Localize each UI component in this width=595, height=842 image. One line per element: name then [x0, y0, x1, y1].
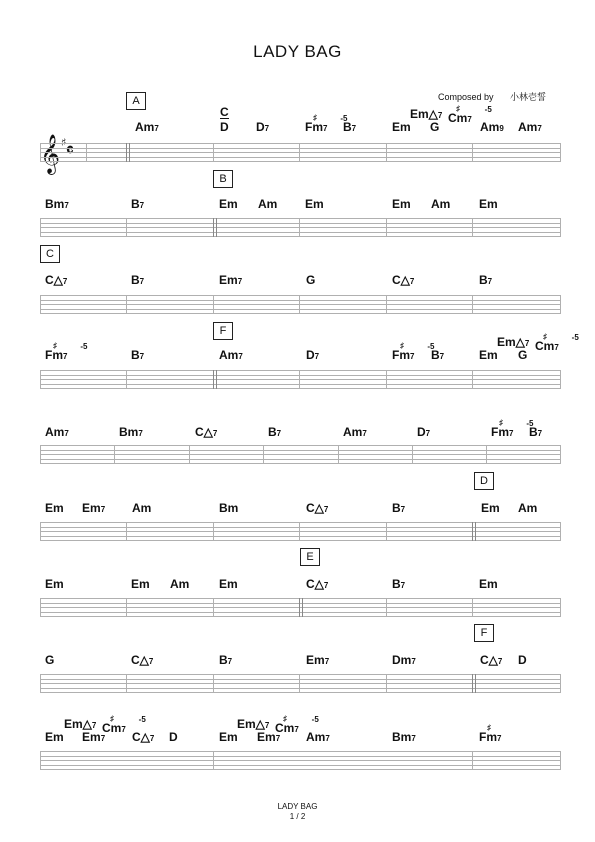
chord-symbol: Em: [45, 577, 64, 591]
staff-line: [40, 756, 560, 757]
chord-symbol: Em7: [306, 653, 330, 667]
chord-symbol: Em: [305, 197, 324, 211]
chord-symbol: B7: [219, 653, 233, 667]
barline: [213, 751, 214, 770]
barline: [126, 522, 127, 541]
chord-symbol: Em: [479, 348, 498, 362]
barline: [472, 751, 473, 770]
staff-line: [40, 388, 560, 389]
staff-line: [40, 454, 560, 455]
barline: [560, 674, 561, 693]
staff-line: [40, 227, 560, 228]
staff-line: [40, 536, 560, 537]
chord-symbol: F ♯ m7 -5: [392, 341, 435, 362]
chord-symbol: F ♯ m7: [479, 723, 502, 744]
chord-symbol: Dm7: [392, 653, 416, 667]
chord-symbol: B7: [131, 273, 145, 287]
chord-symbol: C△7: [480, 653, 503, 667]
rehearsal-mark: B: [213, 170, 233, 188]
barline: [126, 370, 127, 389]
chord-symbol: B7: [131, 348, 145, 362]
barline: [386, 674, 387, 693]
chord-symbol: C△7: [306, 501, 329, 515]
barline: [338, 445, 339, 464]
staff-row: [40, 370, 560, 389]
common-time-icon: 𝄴: [66, 141, 74, 161]
staff-line: [40, 760, 560, 761]
staff-line: [40, 143, 560, 144]
barline: [560, 445, 561, 464]
rehearsal-mark: C: [40, 245, 60, 263]
barline: [40, 445, 41, 464]
chord-symbol: Am: [170, 577, 190, 591]
barline: [213, 143, 214, 162]
chord-symbol: Am: [431, 197, 451, 211]
staff-line: [40, 370, 560, 371]
chord-symbol: G: [306, 273, 316, 287]
chord-symbol: Bm7: [45, 197, 69, 211]
barline: [299, 295, 300, 314]
staff-line: [40, 688, 560, 689]
chord-symbol: C ♯ m7 -5: [102, 714, 146, 735]
chord-symbol: Bm7: [119, 425, 143, 439]
staff-row: [40, 143, 560, 162]
staff-line: [40, 522, 560, 523]
chord-symbol: B7: [431, 348, 445, 362]
staff-line: [40, 236, 560, 237]
chord-symbol: B7: [529, 425, 543, 439]
barline: [40, 522, 41, 541]
chord-symbol: D: [518, 653, 527, 667]
chord-symbol: Am7: [45, 425, 69, 439]
double-barline: [213, 370, 217, 389]
chord-symbol: D7: [306, 348, 320, 362]
chord-symbol: Am9: [480, 120, 504, 134]
chord-symbol: Em7: [82, 730, 106, 744]
barline: [263, 445, 264, 464]
staff-row: [40, 218, 560, 237]
chord-symbol: D7: [256, 120, 270, 134]
chord-symbol: C△7: [131, 653, 154, 667]
chord-symbol: Em△7: [410, 107, 443, 121]
chord-symbol: C△7: [392, 273, 415, 287]
barline: [126, 218, 127, 237]
chord-symbol: Am7: [518, 120, 542, 134]
barline: [299, 370, 300, 389]
staff-row: [40, 295, 560, 314]
staff-line: [40, 300, 560, 301]
barline: [560, 751, 561, 770]
chord-symbol: F ♯ m7 -5: [491, 418, 534, 439]
chord-symbol: C△7: [132, 730, 155, 744]
chord-symbol: Em: [392, 120, 411, 134]
staff-line: [40, 527, 560, 528]
barline: [40, 751, 41, 770]
barline: [126, 295, 127, 314]
chord-symbol: F ♯ m7 -5: [305, 113, 348, 134]
footer-page-number: 1 / 2: [289, 812, 306, 821]
chord-symbol: Am7: [343, 425, 367, 439]
chord-symbol: Em7: [257, 730, 281, 744]
staff-line: [40, 148, 560, 149]
staff-line: [40, 295, 560, 296]
barline: [472, 370, 473, 389]
staff-line: [40, 375, 560, 376]
staff-line: [40, 540, 560, 541]
staff-line: [40, 769, 560, 770]
rehearsal-mark: E: [300, 548, 320, 566]
chord-symbol: Em: [392, 197, 411, 211]
barline: [412, 445, 413, 464]
barline: [299, 674, 300, 693]
chord-symbol: Am7: [306, 730, 330, 744]
staff-line: [40, 692, 560, 693]
chord-symbol: Am: [132, 501, 152, 515]
barline: [386, 143, 387, 162]
staff-line: [40, 384, 560, 385]
chord-symbol: Em: [45, 501, 64, 515]
chord-symbol: G: [518, 348, 528, 362]
chord-symbol: B7: [131, 197, 145, 211]
chord-symbol: F ♯ m7 -5: [45, 341, 88, 362]
chord-symbol: Am: [258, 197, 278, 211]
double-barline: [213, 218, 217, 237]
barline: [299, 522, 300, 541]
composer-credit: [438, 90, 546, 103]
barline: [213, 522, 214, 541]
staff-line: [40, 152, 560, 153]
staff-line: [40, 157, 560, 158]
staff-line: [40, 679, 560, 680]
barline: [213, 295, 214, 314]
barline: [40, 598, 41, 617]
barline: [86, 143, 87, 162]
rehearsal-mark: F: [474, 624, 494, 642]
chord-symbol: C ♯ m7 -5: [535, 332, 579, 353]
staff-line: [40, 309, 560, 310]
composer-label: Composed by: [438, 92, 494, 102]
barline: [386, 522, 387, 541]
chord-symbol: Am7: [135, 120, 159, 134]
chord-symbol: Em: [219, 577, 238, 591]
composer-name: 小林壱誓: [510, 92, 547, 102]
chord-symbol: Am: [518, 501, 538, 515]
rehearsal-mark: A: [126, 92, 146, 110]
staff-line: [40, 765, 560, 766]
chord-symbol: Em△7: [497, 335, 530, 349]
staff-line: [40, 445, 560, 446]
staff-line: [40, 223, 560, 224]
chord-symbol: Em△7: [64, 717, 97, 731]
barline: [560, 295, 561, 314]
chord-symbol: Em: [479, 577, 498, 591]
barline: [126, 598, 127, 617]
treble-clef-icon: 𝄞: [40, 134, 61, 174]
barline: [213, 674, 214, 693]
footer-title: LADY BAG: [277, 802, 318, 811]
barline: [472, 143, 473, 162]
chord-symbol: C ♯ m7 -5: [448, 104, 492, 125]
chord-symbol: Em: [45, 730, 64, 744]
barline: [560, 370, 561, 389]
chord-symbol: B7: [392, 577, 406, 591]
chord-symbol: C△7: [45, 273, 68, 287]
chord-symbol: Em: [219, 197, 238, 211]
double-barline: [472, 522, 476, 541]
score-title: LADY BAG: [253, 42, 342, 61]
barline: [40, 295, 41, 314]
staff-line: [40, 683, 560, 684]
chord-symbol: Em7: [219, 273, 243, 287]
barline: [472, 218, 473, 237]
barline: [560, 522, 561, 541]
chord-symbol: Bm7: [392, 730, 416, 744]
barline: [40, 370, 41, 389]
staff-row: [40, 674, 560, 693]
chord-symbol: B7: [479, 273, 493, 287]
barline: [213, 598, 214, 617]
double-barline: [299, 598, 303, 617]
chord-symbol: D7: [417, 425, 431, 439]
barline: [560, 143, 561, 162]
chord-symbol: C ♯ m7 -5: [275, 714, 319, 735]
chord-symbol: B7: [343, 120, 357, 134]
chord-symbol: Em: [131, 577, 150, 591]
chord-symbol: B7: [268, 425, 282, 439]
staff-line: [40, 313, 560, 314]
chord-symbol: B7: [392, 501, 406, 515]
barline: [386, 598, 387, 617]
chord-symbol: Em△7: [237, 717, 270, 731]
chord-symbol: D: [169, 730, 178, 744]
rehearsal-mark: D: [474, 472, 494, 490]
chord-symbol: Em7: [82, 501, 106, 515]
barline: [189, 445, 190, 464]
staff-line: [40, 161, 560, 162]
staff-line: [40, 304, 560, 305]
barline: [40, 674, 41, 693]
barline: [386, 370, 387, 389]
barline: [299, 143, 300, 162]
chord-symbol: Am7: [219, 348, 243, 362]
staff-line: [40, 379, 560, 380]
chord-symbol: G: [45, 653, 55, 667]
barline: [114, 445, 115, 464]
barline: [486, 445, 487, 464]
chord-symbol: C D: [220, 105, 229, 134]
staff-line: [40, 463, 560, 464]
barline: [40, 218, 41, 237]
chord-symbol: G: [430, 120, 440, 134]
barline: [560, 218, 561, 237]
staff-line: [40, 674, 560, 675]
chord-symbol: Bm: [219, 501, 239, 515]
staff-line: [40, 751, 560, 752]
staff-line: [40, 218, 560, 219]
barline: [560, 598, 561, 617]
staff-row: [40, 522, 560, 541]
staff-line: [40, 531, 560, 532]
double-barline: [126, 143, 130, 162]
chord-symbol: Em: [479, 197, 498, 211]
staff-line: [40, 459, 560, 460]
barline: [472, 598, 473, 617]
chord-symbol: Em: [219, 730, 238, 744]
barline: [40, 143, 41, 162]
chord-symbol: Em: [481, 501, 500, 515]
double-barline: [472, 674, 476, 693]
staff-line: [40, 450, 560, 451]
barline: [386, 218, 387, 237]
key-signature-sharp-icon: ♯: [61, 136, 67, 149]
chord-symbol: C△7: [195, 425, 218, 439]
staff-line: [40, 232, 560, 233]
rehearsal-mark: F: [213, 322, 233, 340]
chord-symbol: C△7: [306, 577, 329, 591]
barline: [472, 295, 473, 314]
barline: [386, 295, 387, 314]
staff-row: [40, 445, 560, 464]
barline: [126, 674, 127, 693]
staff-row: [40, 751, 560, 770]
barline: [299, 218, 300, 237]
